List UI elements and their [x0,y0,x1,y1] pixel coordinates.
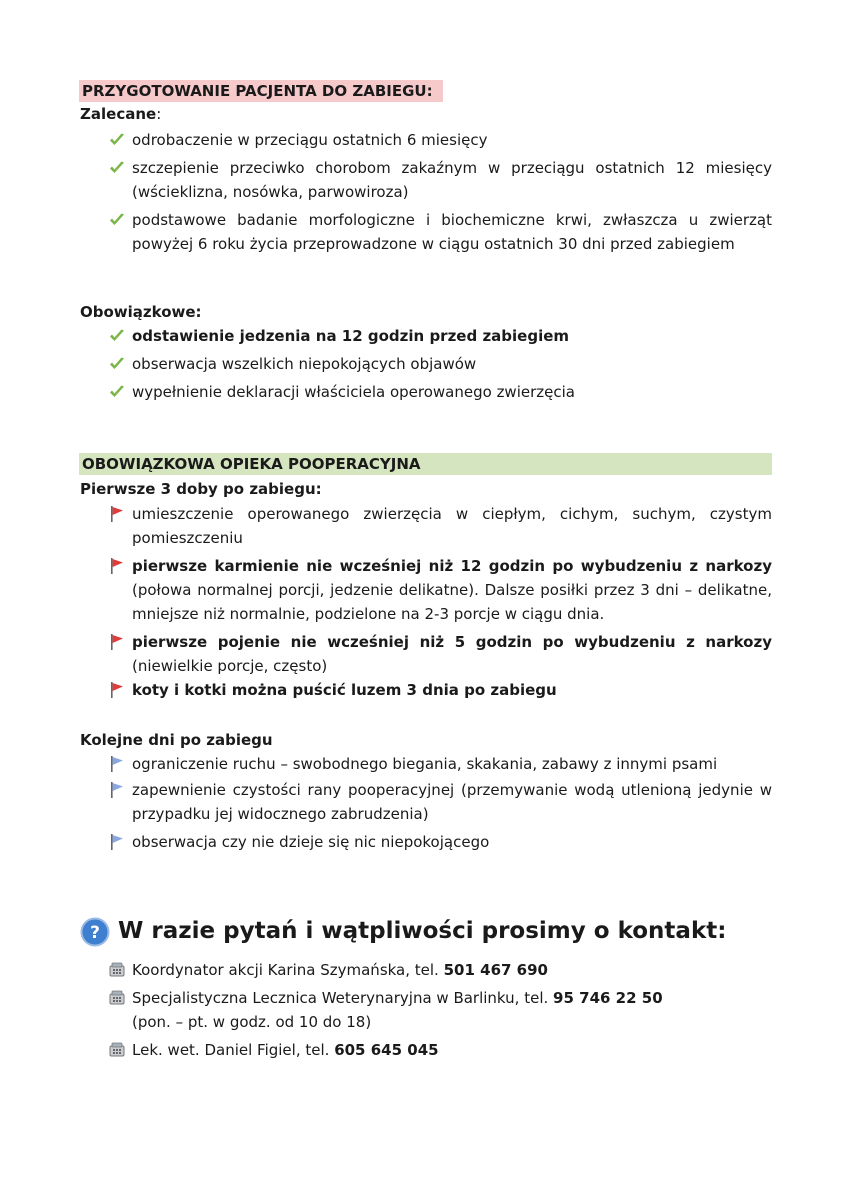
list-item: zapewnienie czystości rany pooperacyjnej (przemywanie wodą utlenioną jedynie w przypadku jej widocznego zabrudzenia) [108,778,772,826]
list-item: umieszczenie operowanego zwierzęcia w ciepłym, cichym, suchym, czystym pomieszczeniu [108,502,772,550]
red-flag-icon [108,633,126,651]
section-header-preparation: PRZYGOTOWANIE PACJENTA DO ZABIEGU: [79,80,443,102]
first-days-list [108,502,772,702]
blue-flag-icon [108,833,126,851]
next-days-list [108,752,772,854]
list-item: obserwacja wszelkich niepokojących objawów [108,352,772,376]
list-item: ograniczenie ruchu – swobodnego biegania, skakania, zabawy z innymi psami [108,752,772,776]
check-icon [108,355,126,373]
next-days-label: Kolejne dni po zabiegu [80,731,273,749]
list-item: szczepienie przeciwko chorobom zakaźnym w przeciągu ostatnich 12 miesięcy (wścieklizna, nosówka, parwowiroza) [108,156,772,204]
phone-icon [108,1041,126,1059]
blue-flag-icon [108,755,126,773]
check-icon [108,159,126,177]
section-header-postoperative-care: OBOWIĄZKOWA OPIEKA POOPERACYJNA [79,453,772,475]
phone-icon [108,989,126,1007]
check-icon [108,131,126,149]
svg-text:?: ? [90,922,100,943]
red-flag-icon [108,505,126,523]
recommended-label: Zalecane: [80,105,162,123]
question-icon [80,917,110,947]
phone-icon [108,961,126,979]
mandatory-list [108,324,772,404]
list-item: obserwacja czy nie dzieje się nic niepokojącego [108,830,772,854]
contact-entry: Specjalistyczna Lecznica Weterynaryjna w Barlinku, tel. 95 746 22 50 (pon. – pt. w godz. od 10 do 18) [108,986,772,1034]
list-item: odrobaczenie w przeciągu ostatnich 6 miesięcy [108,128,772,152]
check-icon [108,211,126,229]
first-days-label: Pierwsze 3 doby po zabiegu: [80,480,322,498]
check-icon [108,327,126,345]
red-flag-icon [108,681,126,699]
mandatory-label: Obowiązkowe: [80,303,202,321]
list-item: wypełnienie deklaracji właściciela operowanego zwierzęcia [108,380,772,404]
check-icon [108,383,126,401]
contact-entry: Koordynator akcji Karina Szymańska, tel. 501 467 690 [108,958,772,982]
list-item: odstawienie jedzenia na 12 godzin przed zabiegiem [108,324,772,348]
red-flag-icon [108,557,126,575]
list-item: podstawowe badanie morfologiczne i biochemiczne krwi, zwłaszcza u zwierząt powyżej 6 roku życia przeprowadzone w ciągu ostatnich 30 dni przed zabiegiem [108,208,772,256]
blue-flag-icon [108,781,126,799]
contact-title: ? W razie pytań i wątpliwości prosimy o kontakt: [80,915,726,947]
list-item: pierwsze karmienie nie wcześniej niż 12 godzin po wybudzeniu z narkozy (połowa normalnej porcji, jedzenie delikatne). Dalsze posiłki przez 3 dni – delikatne, mniejsze niż normalnie, podzielone na 2-3 porcje w ciągu dnia. [108,554,772,626]
recommended-list [108,128,772,256]
list-item: pierwsze pojenie nie wcześniej niż 5 godzin po wybudzeniu z narkozy (niewielkie porcje, często) [108,630,772,678]
contact-list [108,958,772,1062]
contact-entry: Lek. wet. Daniel Figiel, tel. 605 645 045 [108,1038,772,1062]
list-item: koty i kotki można puścić luzem 3 dnia po zabiegu [108,678,772,702]
